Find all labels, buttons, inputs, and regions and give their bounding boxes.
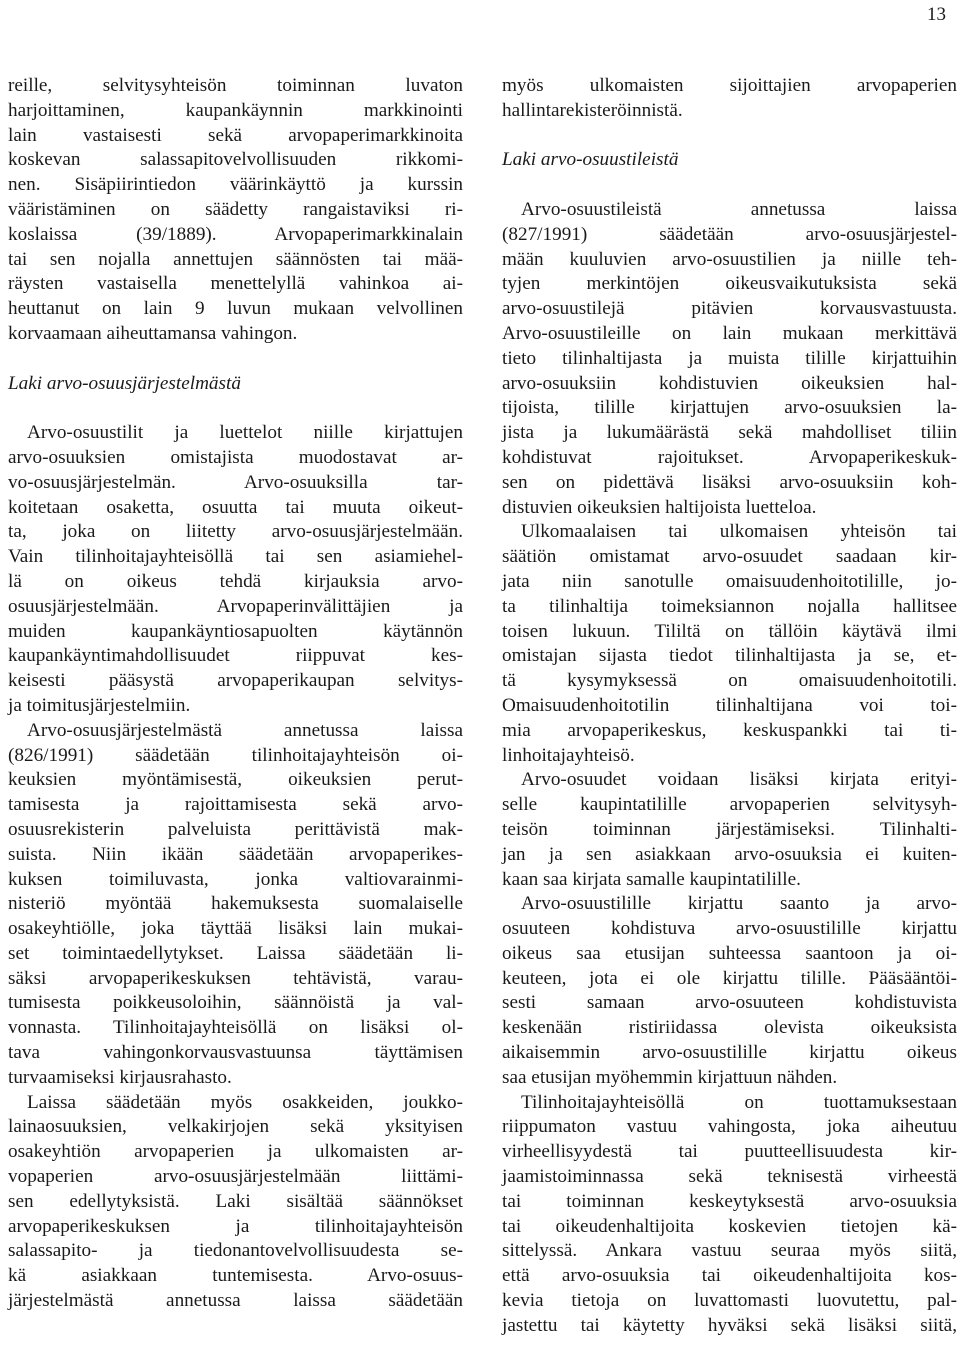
text-line: tai oikeudenhaltijoita koskevien tietojen kä- [502,1215,957,1237]
text-line: Arvo-osuudet voidaan lisäksi kirjata erityi- [521,769,957,791]
text-line: Arvo-osuustileille on lain mukaan merkittävä [502,322,957,344]
text-line: lä on oikeus tehdä kirjauksia arvo- [8,570,463,592]
text-line: harjoittaminen, kaupankäynnin markkinointi [8,99,463,121]
text-line: linhoitajayhteisö. [502,744,635,766]
text-line: riippumaton vastuu vahingosta, joka aiheutuu [502,1116,957,1138]
text-line: myös ulkomaisten sijoittajien arvopaperien [502,75,957,96]
text-line: jaamistoiminnassa sekä teknisestä virheestä [502,1166,957,1188]
text-line: sesti samaan arvo-osuuteen kohdistuvista [502,992,957,1014]
text-line: kohdistuvat rajoitukset. Arvopaperikeskuk- [502,446,957,468]
text-line: keuteen, jota ei ole kirjattu tilille. Pääsääntöi- [502,967,957,989]
text-line: kä asiakkaan tuntemisesta. Arvo-osuus- [8,1265,463,1287]
text-line: ta, joka on liitetty arvo-osuusjärjestelmään. [8,521,463,543]
text-line: Tilinhoitajayhteisöllä on tuottamuksestaan [521,1091,957,1113]
text-line: suista. Niin ikään säädetään arvopaperikes- [8,843,463,865]
text-line: sittelyssä. Ankara vastuu seuraa myös siitä, [502,1240,957,1262]
text-line: vonnasta. Tilinhoitajayhteisöllä on lisäksi ol- [8,1017,463,1039]
text-line: koslaissa (39/1889). Arvopaperimarkkinalain [8,223,463,245]
paragraph-gap [8,347,463,372]
left-column [8,74,463,1314]
text-line: kuksen toimiluvasta, jonka valtiovarainmi- [8,868,463,890]
text-line: tai toiminnan keskeytyksestä arvo-osuuksia [502,1190,957,1212]
text-line: teisön toiminnan järjestämiseksi. Tilinhalti- [502,818,957,840]
text-line: lainaosuuksien, velkakirjojen sekä yksityisen [8,1116,463,1138]
text-line: aikaisemmin arvo-osuustilille kirjattu oikeus [502,1042,957,1064]
paragraph-gap [502,173,957,198]
text-line: tijoista, tilille kirjattujen arvo-osuuksien la- [502,397,957,419]
text-line: kaupankäyntimahdollisuudet riippuvat kes- [8,645,463,667]
text-line: jata niin sanotulle omaisuudenhoitotilille, jo- [502,570,957,592]
text-line: tava vahingonkorvausvastuunsa täyttämisen [8,1042,463,1064]
text-line: selle kaupintatilille arvopaperien selvitysyh- [502,794,957,816]
text-line: Ulkomaalaisen tai ulkomaisen yhteisön tai [521,521,957,543]
text-line: tä kysymyksessä on omaisuudenhoitotili. [502,670,957,692]
text-line: osakeyhtiölle, joka täyttää lisäksi lain mukai- [8,918,463,940]
text-line: tyjen merkintöjen oikeusvaikutuksista sekä [502,273,957,295]
right-column [502,74,957,1339]
text-line: kevia tietoja on luvattomasti luovutettu, pal- [502,1290,957,1312]
text-line: virheellisyydestä tai puutteellisuudesta kir- [502,1141,957,1163]
text-line: sen on pidettävä lisäksi arvo-osuuksiin koh- [502,471,957,493]
text-line: osakeyhtiön arvopaperien ja ulkomaisten ar- [8,1141,463,1163]
text-line: salassapito- ja tiedonantovelvollisuudesta se- [8,1240,463,1262]
text-line: arvo-osuuksien omistajista muodostavat ar- [8,446,463,468]
text-line: Omaisuudenhoitotilin tilinhaltijana voi toi- [502,694,957,716]
text-line: kaan saa kirjata samalle kaupintatilille. [502,868,801,890]
text-line: Laissa säädetään myös osakkeiden, joukko- [27,1091,463,1113]
text-line: Arvo-osuustilille kirjattu saanto ja arvo- [521,893,957,915]
text-line: vo-osuusjärjestelmän. Arvo-osuuksilla tar- [8,471,463,493]
text-line: saa etusijan myöhemmin kirjattuun nähden. [502,1066,838,1088]
text-line: keisesti pääsystä arvopaperikaupan selvitys- [8,670,463,692]
text-line: jan ja sen asiakkaan arvo-osuuksia ei kuiten- [502,843,957,865]
text-line: koskevan salassapitovelvollisuuden rikkomi- [8,149,463,171]
text-line: lain vastaisesti sekä arvopaperimarkkinoita [8,124,463,146]
text-line: Arvo-osuustileistä annetussa laissa [521,198,957,220]
section-heading: Laki arvo-osuustileistä [502,149,679,171]
section-heading: Laki arvo-osuusjärjestelmästä [8,372,241,394]
text-line: järjestelmästä annetussa laissa säädetään [8,1290,463,1312]
text-line: muiden kaupankäyntiosapuolten käytännön [8,620,463,642]
text-line: keskenään ristiriidassa olevista oikeuksista [502,1017,957,1039]
text-line: heuttanut on lain 9 luvun mukaan velvollinen [8,298,463,320]
text-line: turvaamiseksi kirjausrahasto. [8,1066,232,1088]
text-line: jista ja lukumäärästä sekä mahdolliset tiliin [502,422,957,444]
text-line: korvaamaan aiheuttamansa vahingon. [8,322,298,344]
text-line: nen. Sisäpiirintiedon väärinkäyttö ja kurssin [8,174,463,196]
text-line: osuusrekisterin palveluista perittävistä mak- [8,818,463,840]
text-line: distuvien oikeuksien haltijoista luetteloa. [502,496,817,518]
text-line: (826/1991) säädetään tilinhoitajayhteisön oi- [8,744,463,766]
text-line: mään kuuluvien arvo-osuustilien ja niille teh- [502,248,957,270]
text-line: set toimintaedellytykset. Laissa säädetään li- [8,942,463,964]
text-line: reille, selvitysyhteisön toiminnan luvaton [8,75,463,96]
text-line: tumisesta poikkeusoloihin, säännöistä ja val- [8,992,463,1014]
text-line: osuuteen kohdistuva arvo-osuustilille kirjattu [502,918,957,940]
paragraph-gap [8,396,463,421]
text-line: mia arvopaperikeskus, keskuspankki tai ti- [502,719,957,741]
page-number: 13 [927,4,946,25]
text-line: osuusjärjestelmään. Arvopaperinvälittäjien ja [8,595,463,617]
text-line: Arvo-osuustilit ja luettelot niille kirjattujen [27,422,463,444]
text-line: sen edellytyksistä. Laki sisältää säännökset [8,1190,463,1212]
text-line: koitetaan osaketta, osuutta tai muuta oikeut- [8,496,463,518]
text-line: tamisesta ja rajoittamisesta sekä arvo- [8,794,463,816]
text-line: että arvo-osuuksia tai oikeudenhaltijoita kos- [502,1265,957,1287]
text-line: nisteriö myöntää hakemuksesta suomalaiselle [8,893,463,915]
text-line: arvo-osuustilejä pitävien korvausvastuusta. [502,298,957,320]
text-line: arvo-osuuksiin kohdistuvien oikeuksien hal- [502,372,957,394]
text-line: ja toimitusjärjestelmiin. [8,694,191,716]
text-line: omistajan sijasta tiedot tilinhaltijasta ja se, et- [502,645,957,667]
text-line: hallintarekisteröinnistä. [502,99,683,121]
text-line: vääristäminen on säädetty rangaistaviksi ri- [8,198,463,220]
text-line: toisen lukuun. Tililtä on tällöin käytävä ilmi [502,620,957,642]
text-line: tieto tilinhaltijasta ja muista tilille kirjattuihin [502,347,957,369]
text-line: tai sen nojalla annettujen säännösten tai mää- [8,248,463,270]
paragraph-gap [502,124,957,149]
text-line: vopaperien arvo-osuusjärjestelmään liittämi- [8,1166,463,1188]
text-line: Vain tilinhoitajayhteisöllä tai sen asiamiehel- [8,546,463,568]
text-line: räysten vastaisella menettelyllä vahinkoa ai- [8,273,463,295]
text-line: arvopaperikeskuksen ja tilinhoitajayhteisön [8,1215,463,1237]
text-line: oikeus saa etusijan suhteessa saantoon ja oi- [502,942,957,964]
text-line: jastettu tai käytetty hyväksi sekä lisäksi siitä, [502,1314,957,1336]
text-line: säätiön omistamat arvo-osuudet saadaan kir- [502,546,957,568]
text-line: säksi arvopaperikeskuksen tehtävistä, varau- [8,967,463,989]
text-line: (827/1991) säädetään arvo-osuusjärjestel- [502,223,957,245]
text-line: Arvo-osuusjärjestelmästä annetussa laissa [27,719,463,741]
text-line: ta tilinhaltija toimeksiannon nojalla hallitsee [502,595,957,617]
text-line: keuksien myöntämisestä, oikeuksien perut- [8,769,463,791]
